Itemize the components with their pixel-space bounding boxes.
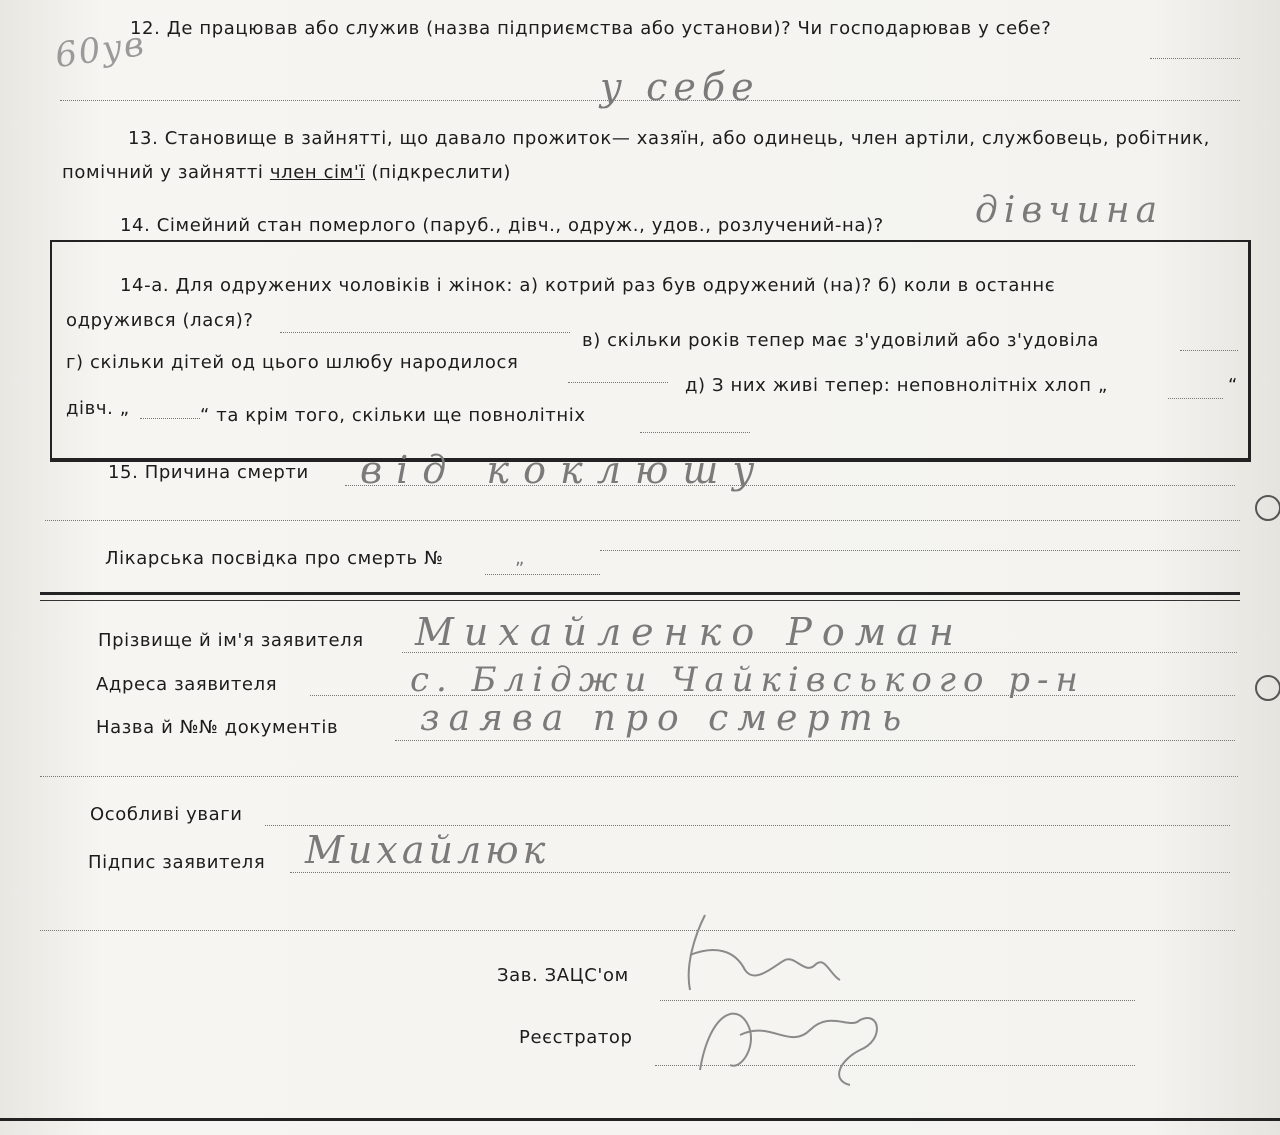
- applicant-notes-line: [265, 825, 1230, 826]
- q13-line1: 13. Становище в зайнятті, що давало прожиток— хазяїн, або одинець, член артіли, службовець, робітник,: [128, 128, 1210, 149]
- applicant-address-label: Адреса заявителя: [96, 674, 278, 695]
- registrar-label: Реєстратор: [519, 1027, 633, 1048]
- applicant-address-value: с. Бліджи Чайківського р-н: [410, 660, 1085, 700]
- cert-line: [485, 574, 600, 575]
- q14a-line4b-field: [640, 432, 750, 433]
- cert-label: Лікарська посвідка про смерть №: [105, 548, 444, 569]
- q14a-line3a: г) скільки дітей од цього шлюбу народилося: [66, 352, 519, 373]
- q13-underlined: член сім'ї: [269, 162, 365, 183]
- q12-line: [1150, 58, 1240, 59]
- sign-line2: [40, 930, 1235, 931]
- q14a-line3c: “: [1228, 375, 1238, 396]
- q14a-line2a: одружився (лася)?: [66, 310, 254, 331]
- q14a-line4a-field: [140, 418, 200, 419]
- q14-answer: дівчина: [975, 190, 1164, 231]
- applicant-sign-label: Підпис заявителя: [88, 852, 266, 873]
- q14a-line3b-field: [1168, 398, 1223, 399]
- q15-label: 15. Причина смерти: [108, 462, 309, 483]
- q12-label: 12. Де працював або служив (назва підприємства або установи)? Чи господарював у себе?: [130, 18, 1052, 39]
- applicant-name-value: Михайленко Роман: [415, 610, 964, 654]
- cert-line2: [600, 550, 1240, 551]
- applicant-docs-line: [395, 740, 1235, 741]
- section-divider: [40, 592, 1240, 595]
- q14a-line3b: д) З них живі тепер: неповнолітніх хлоп „: [685, 375, 1108, 396]
- q14a-line4a: дівч. „: [66, 398, 130, 419]
- q14-label: 14. Сімейний стан померлого (паруб., дівч., одруж., удов., розлучений-на)?: [120, 215, 884, 236]
- punch-hole-icon: [1248, 668, 1280, 708]
- applicant-docs-line2: [40, 776, 1238, 777]
- q12-answer: у себе: [600, 65, 760, 109]
- q15-answer: від коклюшу: [360, 448, 769, 492]
- bottom-divider: [0, 1118, 1280, 1121]
- head-label: Зав. ЗАЦС'ом: [497, 965, 629, 986]
- q15-line2: [45, 520, 1240, 521]
- registrar-signature: [680, 990, 900, 1100]
- margin-note: 60ув: [52, 23, 149, 77]
- q14a-line2-field: [280, 332, 570, 333]
- punch-hole-icon: [1248, 488, 1280, 528]
- applicant-sign-line: [290, 872, 1230, 873]
- q13-line2: помічний у зайнятті член сім'ї (підкреслити): [62, 162, 512, 183]
- q14a-line4b: “ та крім того, скільки ще повнолітніх: [200, 405, 586, 426]
- applicant-notes-label: Особливі уваги: [90, 804, 243, 825]
- applicant-signature: Михайлюк: [305, 828, 550, 872]
- applicant-docs-value: заява про смерть: [420, 698, 911, 739]
- q14a-line2b-field: [1180, 350, 1238, 351]
- applicant-docs-label: Назва й №№ документів: [96, 717, 339, 738]
- applicant-name-label: Прізвище й ім'я заявителя: [98, 630, 364, 651]
- q14a-line3a-field: [568, 382, 668, 383]
- q14a-line2b: в) скільки років тепер має з'удовілий або з'удовіла: [582, 330, 1100, 351]
- head-signature: [665, 895, 865, 1005]
- cert-answer: „: [515, 548, 525, 569]
- q14a-line1: 14-а. Для одружених чоловіків і жінок: а) котрий раз був одружений (на)? б) коли в останнє: [120, 275, 1056, 296]
- q14a-box: [50, 240, 1251, 462]
